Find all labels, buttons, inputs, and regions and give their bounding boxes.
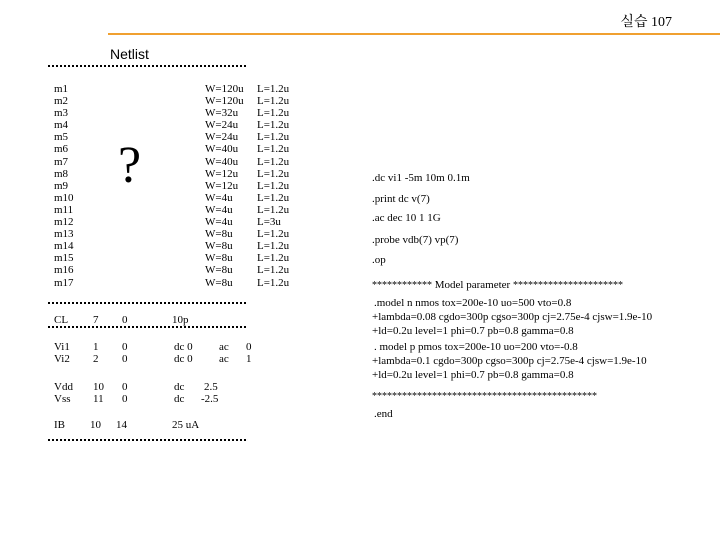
transistor-length: L=1.2u (257, 155, 290, 168)
cl-node1: 7 (93, 314, 99, 326)
transistor-name: m4 (54, 119, 69, 132)
ib-node1: 10 (90, 419, 101, 431)
transistor-length: L=1.2u (257, 276, 290, 289)
pmos-line-1: . model p pmos tox=200e-10 uo=200 vto=-0.8 (374, 341, 578, 353)
divider-middle (48, 302, 246, 304)
transistor-name: m3 (54, 107, 69, 120)
end-command: .end (374, 408, 393, 420)
transistor-names (54, 83, 74, 289)
transistor-width: W=40u (205, 143, 239, 156)
model-footer-stars: ********************************************* (372, 391, 597, 402)
transistor-length: L=3u (257, 216, 281, 229)
transistor-length: L=1.2u (257, 252, 290, 265)
transistor-name: m16 (54, 264, 74, 277)
transistor-name: m9 (54, 179, 69, 192)
transistor-name: m13 (54, 228, 74, 241)
transistor-width: W=4u (205, 191, 233, 204)
vdd-dc: dc (174, 381, 185, 393)
vdd-name: Vdd (54, 381, 73, 393)
transistor-width: W=8u (205, 240, 233, 253)
transistor-width: W=12u (205, 167, 239, 180)
nmos-line-2: +lambda=0.08 cgdo=300p cgso=300p cj=2.75e-4 cjsw=1.9e-10 (372, 311, 653, 323)
header-rule (108, 33, 720, 35)
divider-top (48, 65, 246, 67)
transistor-name: m1 (54, 83, 69, 95)
transistor-name: m5 (54, 131, 69, 144)
vi2-node1: 2 (93, 353, 99, 365)
transistor-name: m8 (54, 167, 69, 180)
ib-node2: 14 (116, 419, 127, 431)
transistor-width: W=24u (205, 131, 239, 144)
pmos-line-2: +lambda=0.1 cgdo=300p cgso=300p cj=2.75e-4 cjsw=1.9e-10 (372, 355, 647, 367)
ib-value: 25 uA (172, 419, 200, 431)
transistor-width: W=40u (205, 155, 239, 168)
transistor-lengths (257, 83, 289, 289)
vi1-ac: ac (219, 341, 229, 353)
transistor-name: m10 (54, 191, 74, 204)
transistor-length: L=1.2u (257, 95, 290, 108)
transistor-width: W=8u (205, 228, 233, 241)
vi1-node1: 1 (93, 341, 99, 353)
transistor-name: m12 (54, 216, 74, 229)
transistor-length: L=1.2u (257, 119, 290, 132)
vss-name: Vss (54, 393, 71, 405)
vdd-node1: 10 (93, 381, 104, 393)
transistor-width: W=8u (205, 276, 233, 289)
transistor-name: m7 (54, 155, 69, 168)
transistor-name: m11 (54, 203, 74, 216)
transistor-widths (205, 83, 244, 289)
transistor-width: W=32u (205, 107, 239, 120)
vi2-ac: ac (219, 353, 229, 365)
ib-name: IB (54, 419, 65, 431)
cl-value: 10p (172, 314, 189, 326)
transistor-name: m14 (54, 240, 74, 253)
vi2-ac-value: 1 (246, 353, 252, 365)
transistor-length: L=1.2u (257, 143, 290, 156)
probe-command: .probe vdb(7) vp(7) (372, 234, 459, 246)
nmos-line-3: +ld=0.2u level=1 phi=0.7 pb=0.8 gamma=0.8 (372, 325, 574, 337)
vi2-name: Vi2 (54, 353, 70, 365)
divider-bottom (48, 439, 246, 441)
transistor-width: W=120u (205, 83, 244, 95)
vi1-dc: dc 0 (174, 341, 193, 353)
transistor-width: W=12u (205, 179, 239, 192)
stars-right: ********************** (512, 280, 623, 291)
transistor-width: W=120u (205, 95, 244, 108)
transistor-name: m2 (54, 95, 69, 108)
transistor-length: L=1.2u (257, 264, 290, 277)
pmos-line-3: +ld=0.2u level=1 phi=0.7 pb=0.8 gamma=0.8 (372, 369, 574, 381)
stars-left: ************ (372, 280, 432, 291)
transistor-length: L=1.2u (257, 179, 290, 192)
cl-name: CL (54, 314, 69, 326)
transistor-length: L=1.2u (257, 107, 290, 120)
ac-command: .ac dec 10 1 1G (372, 212, 441, 224)
vss-value: -2.5 (201, 393, 219, 405)
vss-node2: 0 (122, 393, 128, 405)
transistor-width: W=24u (205, 119, 239, 132)
model-parameter-header (372, 279, 623, 292)
transistor-length: L=1.2u (257, 131, 290, 144)
vi1-node2: 0 (122, 341, 128, 353)
print-command: .print dc v(7) (372, 193, 430, 205)
transistor-width: W=4u (205, 216, 233, 229)
transistor-length: L=1.2u (257, 83, 290, 95)
netlist-title: Netlist (110, 46, 149, 62)
cl-node2: 0 (122, 314, 128, 326)
transistor-length: L=1.2u (257, 167, 290, 180)
vi2-node2: 0 (122, 353, 128, 365)
divider-cl (48, 326, 246, 328)
slide-number-label: 실습 107 (620, 15, 672, 30)
dc-command: .dc vi1 -5m 10m 0.1m (372, 172, 470, 184)
transistor-width: W=8u (205, 264, 233, 277)
vi1-ac-value: 0 (246, 341, 252, 353)
transistor-width: W=4u (205, 203, 233, 216)
transistor-length: L=1.2u (257, 191, 290, 204)
transistor-length: L=1.2u (257, 203, 290, 216)
transistor-name: m17 (54, 276, 74, 289)
nmos-line-1: .model n nmos tox=200e-10 uo=500 vto=0.8 (374, 297, 572, 309)
transistor-name: m15 (54, 252, 74, 265)
op-command: .op (372, 254, 386, 266)
transistor-name: m6 (54, 143, 69, 156)
transistor-width: W=8u (205, 252, 233, 265)
transistor-length: L=1.2u (257, 228, 290, 241)
unknown-connections-mark: ? (118, 137, 142, 194)
vi1-name: Vi1 (54, 341, 70, 353)
vss-dc: dc (174, 393, 185, 405)
model-parameter-title: Model parameter (434, 279, 511, 291)
vdd-node2: 0 (122, 381, 128, 393)
vdd-value: 2.5 (204, 381, 218, 393)
vi2-dc: dc 0 (174, 353, 193, 365)
vss-node1: 11 (93, 393, 104, 405)
transistor-length: L=1.2u (257, 240, 290, 253)
